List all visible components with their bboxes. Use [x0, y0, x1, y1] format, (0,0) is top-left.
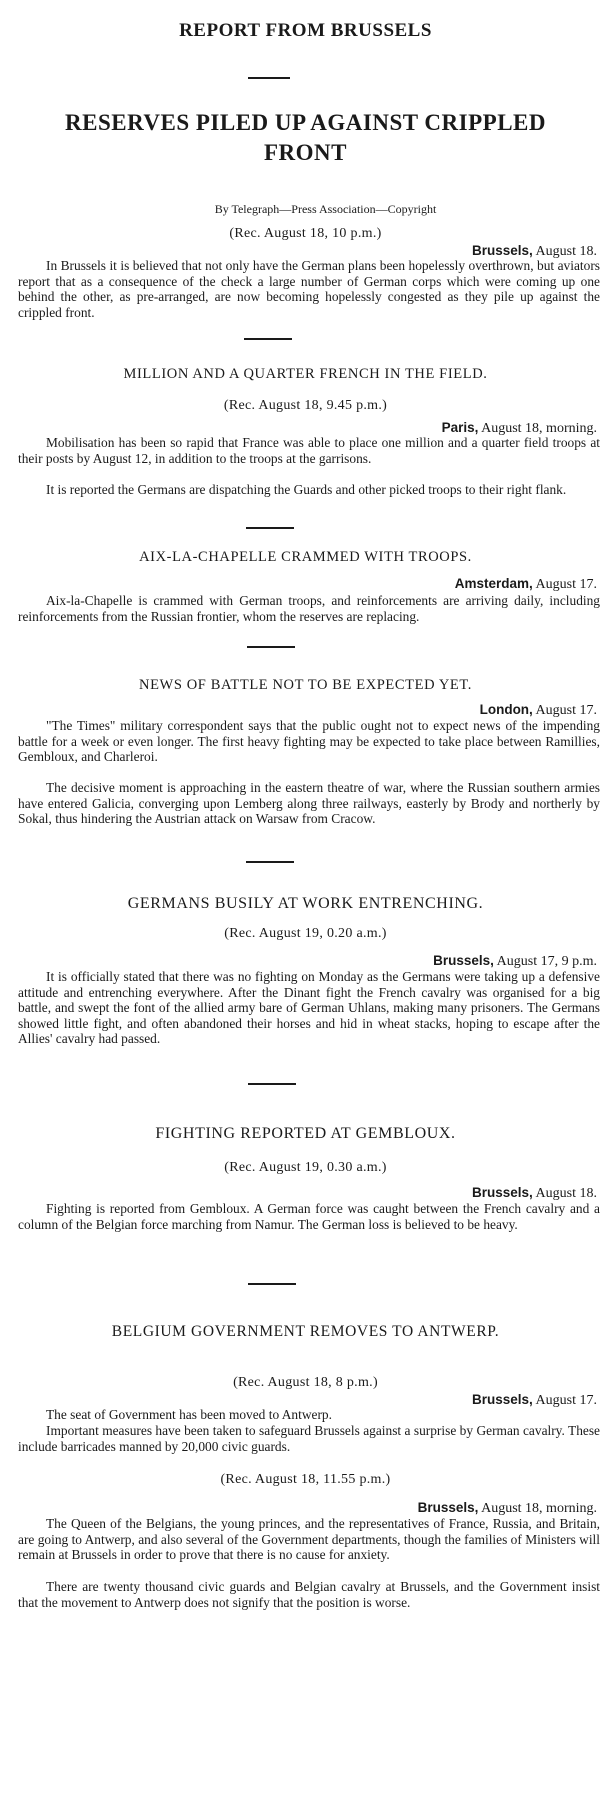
- dateline-date: August 17.: [535, 1393, 597, 1408]
- article-paragraph: In Brussels it is believed that not only have the German plans been hopelessly overthrown, but aviators report that as a consequence of the check a large number of German corps which were coming up one behind the other, as pre-arranged, are now becoming hopelessly congested as they pile up against the crippled front.: [18, 258, 600, 320]
- headline-line-2: FRONT: [264, 140, 347, 165]
- headline-line-1: RESERVES PILED UP AGAINST CRIPPLED: [65, 110, 546, 135]
- dateline-date: August 17.: [535, 577, 597, 592]
- article-paragraph: The decisive moment is approaching in the eastern theatre of war, where the Russian southern armies have entered Galicia, converging upon Lemberg along three railways, easterly by Brody and northerly by Sokal, thus hindering the Austrian attack on Warsaw from Cracow.: [18, 780, 600, 827]
- received-time: (Rec. August 18, 10 p.m.): [229, 226, 382, 241]
- article-paragraph: Fighting is reported from Gembloux. A German force was caught between the French cavalry and a column of the Belgian force marching from Namur. The German loss is believed to be heavy.: [18, 1201, 600, 1232]
- received-time: (Rec. August 19, 0.20 a.m.): [224, 926, 387, 941]
- received-time: (Rec. August 18, 8 p.m.): [233, 1375, 378, 1390]
- dateline-date: August 18, morning.: [481, 1501, 597, 1516]
- section-heading: MILLION AND A QUARTER FRENCH IN THE FIELD.: [123, 366, 488, 382]
- dateline: [472, 1185, 597, 1202]
- dateline: [455, 576, 597, 593]
- article-paragraph: "The Times" military correspondent says that the public ought not to expect news of the impending battle for a week or even longer. The first heavy fighting may be expected to take place between Ramillies, Gembloux, and Charleroi.: [18, 718, 600, 765]
- dateline-place: London,: [479, 702, 533, 717]
- section-heading: BELGIUM GOVERNMENT REMOVES TO ANTWERP.: [111, 1323, 500, 1340]
- dateline-date: August 17, 9 p.m.: [496, 954, 597, 969]
- section-heading: NEWS OF BATTLE NOT TO BE EXPECTED YET.: [139, 677, 472, 693]
- dateline-place: Brussels,: [472, 1185, 533, 1200]
- dateline-date: August 18, morning.: [481, 421, 597, 436]
- report-header: REPORT FROM BRUSSELS: [179, 20, 432, 41]
- section-heading: GERMANS BUSILY AT WORK ENTRENCHING.: [127, 895, 484, 912]
- divider-rule: [246, 861, 294, 863]
- article-paragraph: There are twenty thousand civic guards and Belgian cavalry at Brussels, and the Government insist that the movement to Antwerp does not signify that the position is worse.: [18, 1579, 600, 1610]
- divider-rule: [244, 338, 292, 340]
- article-paragraph: Mobilisation has been so rapid that France was able to place one million and a quarter field troops at their posts by August 12, in addition to the troops at the garrisons.: [18, 435, 600, 466]
- dateline-place: Amsterdam,: [454, 576, 533, 591]
- divider-rule: [248, 77, 290, 79]
- dateline-date: August 17.: [535, 703, 597, 718]
- dateline-place: Paris,: [441, 420, 479, 435]
- article-paragraph: The Queen of the Belgians, the young princes, and the representatives of France, Russia, and Britain, are going to Antwerp, and also several of the Government departments, though the families of Ministers will remain at Brussels in order to prove that there is no cause for anxiety.: [18, 1516, 600, 1563]
- divider-rule: [248, 1083, 296, 1085]
- article-paragraph: The seat of Government has been moved to Antwerp.: [46, 1407, 332, 1422]
- divider-rule: [246, 527, 294, 529]
- dateline-date: August 18.: [535, 1186, 597, 1201]
- dateline: [418, 1500, 597, 1517]
- byline: By Telegraph—Press Association—Copyright: [214, 202, 437, 216]
- received-time: (Rec. August 18, 9.45 p.m.): [223, 398, 388, 413]
- article-paragraph: It is reported the Germans are dispatching the Guards and other picked troops to their right flank.: [46, 482, 567, 497]
- dateline-date: August 18.: [535, 244, 597, 259]
- divider-rule: [248, 1283, 296, 1285]
- article-paragraph: It is officially stated that there was no fighting on Monday as the Germans were taking up a defensive attitude and entrenching everywhere. After the Dinant fight the French cavalry was organised for a big battle, and swept the font of the allied army bare of German Uhlans, making many prisoners. The Germans showed little fight, and often abandoned their horses and hid in wheat stacks, hoping to escape after the Allies' cavalry had passed.: [18, 969, 600, 1047]
- article-paragraph: Important measures have been taken to safeguard Brussels against a surprise by German cavalry. These include barricades manned by 20,000 civic guards.: [18, 1423, 600, 1454]
- dateline-place: Brussels,: [472, 1392, 533, 1407]
- dateline-place: Brussels,: [472, 243, 533, 258]
- section-heading: FIGHTING REPORTED AT GEMBLOUX.: [155, 1125, 456, 1142]
- dateline-place: Brussels,: [433, 953, 494, 968]
- received-time: (Rec. August 19, 0.30 a.m.): [224, 1160, 387, 1175]
- dateline: [480, 702, 597, 719]
- dateline-place: Brussels,: [417, 1500, 479, 1515]
- received-time: (Rec. August 18, 11.55 p.m.): [220, 1472, 391, 1487]
- article-paragraph: Aix-la-Chapelle is crammed with German troops, and reinforcements are arriving daily, including reinforcements from the Russian frontier, whom the reserves are replacing.: [18, 593, 600, 624]
- dateline: [433, 953, 597, 970]
- divider-rule: [247, 646, 295, 648]
- section-heading: AIX-LA-CHAPELLE CRAMMED WITH TROOPS.: [139, 549, 472, 565]
